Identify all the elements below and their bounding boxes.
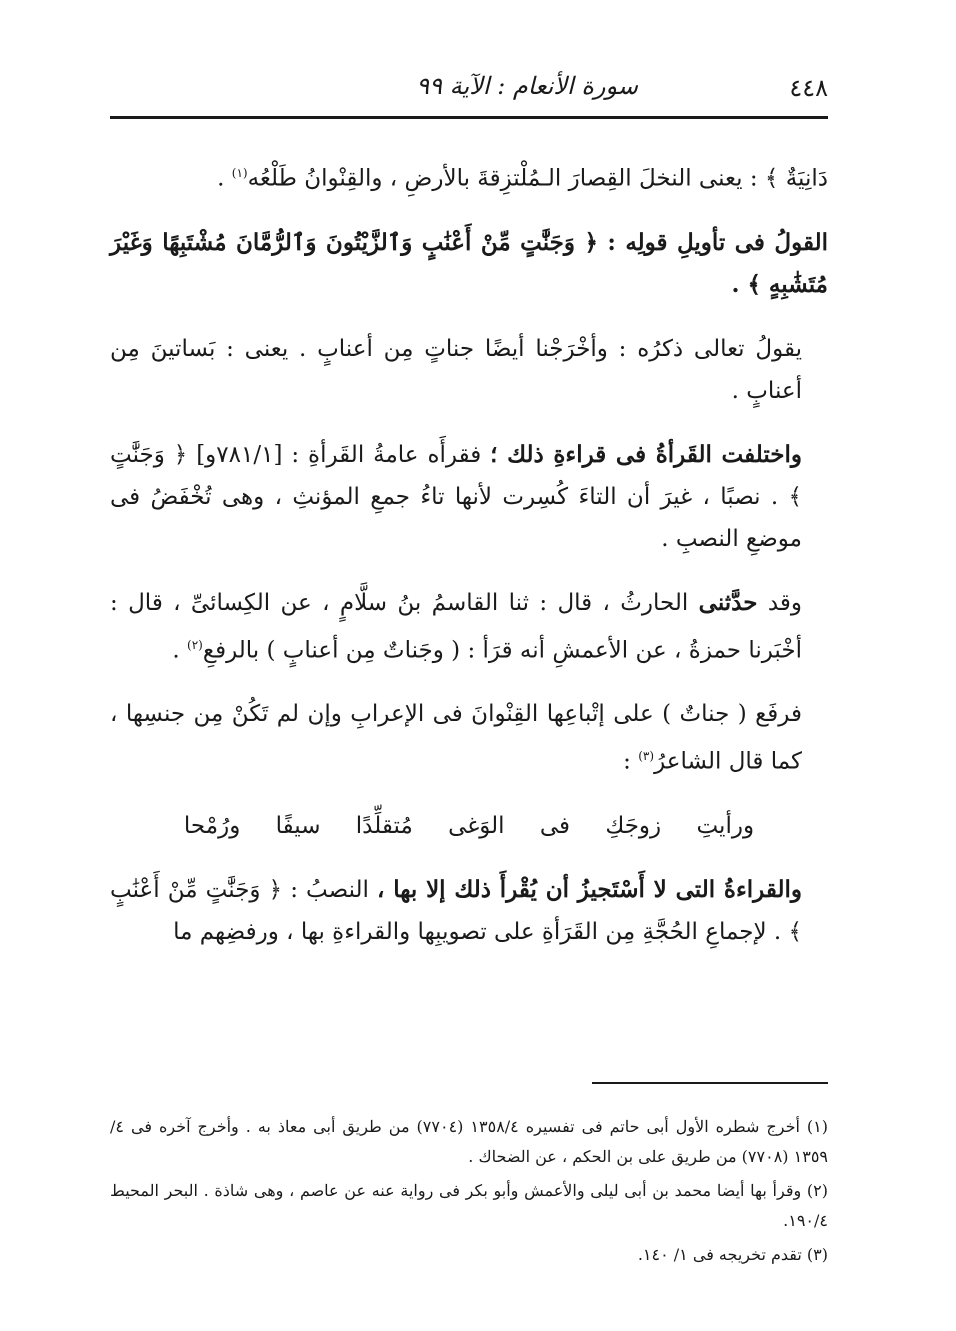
paragraph-5-end: . <box>172 637 187 664</box>
paragraph-5-bold: حدَّثنى <box>698 588 758 616</box>
paragraph-6 <box>110 693 828 783</box>
paragraph-1-text: دَانِيَةٌ ﴾ : يعنى النخلَ القِصارَ الـمُلْتزِقةَ بالأرضِ ، والقِنْوانُ طَلْعُه <box>247 165 828 192</box>
section-heading: القولُ فى تأويلِ قولِه : <box>607 228 828 256</box>
paragraph-7-text: النصبُ : ﴿ وَجَنَّٰتٍ مِّنْ أَعْنَٰبٍ ﴾ . لإجماعِ الحُجَّةِ مِن القَرَأةِ على تصويبِها والقراءةِ بها ، ورفضِهم ما <box>110 876 802 945</box>
main-text <box>110 152 828 975</box>
paragraph-4 <box>110 434 828 560</box>
footnotes <box>110 1112 828 1274</box>
footnote-ref-1: (١) <box>231 166 248 180</box>
paragraph-1 <box>110 152 828 200</box>
paragraph-5-pre: وقد <box>757 589 802 616</box>
footnote-2: (٢) وقرأ بها أيضا محمد بن أبى ليلى والأعمش وأبو بكر فى رواية عنه عن عاصم ، وهى شاذة . البحر المحيط ١٩٠/٤. <box>110 1181 828 1230</box>
paragraph-5-text: الحارثُ ، قال : ثنا القاسمُ بنُ سلَّامٍ ، عن الكِسائىِّ ، قال : أخْبَرنا حمزةُ ، عن الأعمشِ أنه قرَأ : ( وجَناتٌ مِن أعنابٍ ) بالرفعِ <box>110 589 802 664</box>
running-title: سورة الأنعام : الآية ٩٩ <box>416 72 638 100</box>
paragraph-6-end: : <box>623 748 639 775</box>
paragraph-4-lead: واختلفت القَرأةُ فى قراءةِ ذلك ؛ <box>490 440 803 468</box>
footnote-ref-3: (٣) <box>638 749 655 764</box>
paragraph-7 <box>110 869 828 953</box>
paragraph-3: يقولُ تعالى ذكرُه : وأخْرَجْنا أيضًا جناتٍ مِن أعنابٍ . يعنى : بَساتينَ مِن أعنابٍ . <box>110 335 802 404</box>
book-page <box>110 70 828 1310</box>
footnote-3: (٣) تقدم تخريجه فى ١/ ١٤٠. <box>637 1245 828 1264</box>
poetry-verse: ورأيتِ زوجَكِ فى الوَغى مُتقلِّدًا سيفًا ورُمْحا <box>183 812 755 839</box>
page-header <box>110 70 828 119</box>
footnote-ref-2: (٢) <box>187 637 203 652</box>
paragraph-1-end: . <box>217 165 232 192</box>
footnote-1: (١) أخرج شطره الأول أبى حاتم فى تفسيره ١٣٥٨/٤ (٧٧٠٤) من طريق أبى معاذ به . وأخرج آخره فى ٤/ ١٣٥٩ (٧٧٠٨) من طريق على بن الحكم ، عن الضحاك . <box>110 1117 828 1166</box>
paragraph-6-text: فرفَع ( جناتٌ ) على إتْباعِها القِنْوانَ فى الإعرابِ وإن لم تَكُنْ مِن جنسِها ، كما قال الشاعرُ <box>110 701 802 775</box>
footnote-divider <box>592 1082 828 1084</box>
page-number: ٤٤٨ <box>789 74 828 102</box>
paragraph-2 <box>110 222 828 306</box>
paragraph-5 <box>110 582 828 672</box>
paragraph-7-bold: والقراءةُ التى لا أَسْتَجيزُ أن يُقْرأَ ذلك إلا بها ، <box>377 875 802 903</box>
quran-quote: ﴿ وَجَنَّٰتٍ مِّنْ أَعْنَٰبٍ وَٱلزَّيْتُونَ وَٱلرُّمَّانَ مُشْتَبِهًا وَغَيْرَ مُتَشَٰبِهٍ ﴾ . <box>110 228 828 298</box>
paragraph-4-text: فقرأَه عامةُ القَرأةِ : [٧٨١/١و] ﴿ وَجَنَّٰتٍ ﴾ . نصبًا ، غيرَ أن التاءَ كُسِرت لأنها تاءُ جمعِ المؤنثِ ، وهى تُخْفَضُ فى موضعِ النصبِ . <box>110 441 802 552</box>
